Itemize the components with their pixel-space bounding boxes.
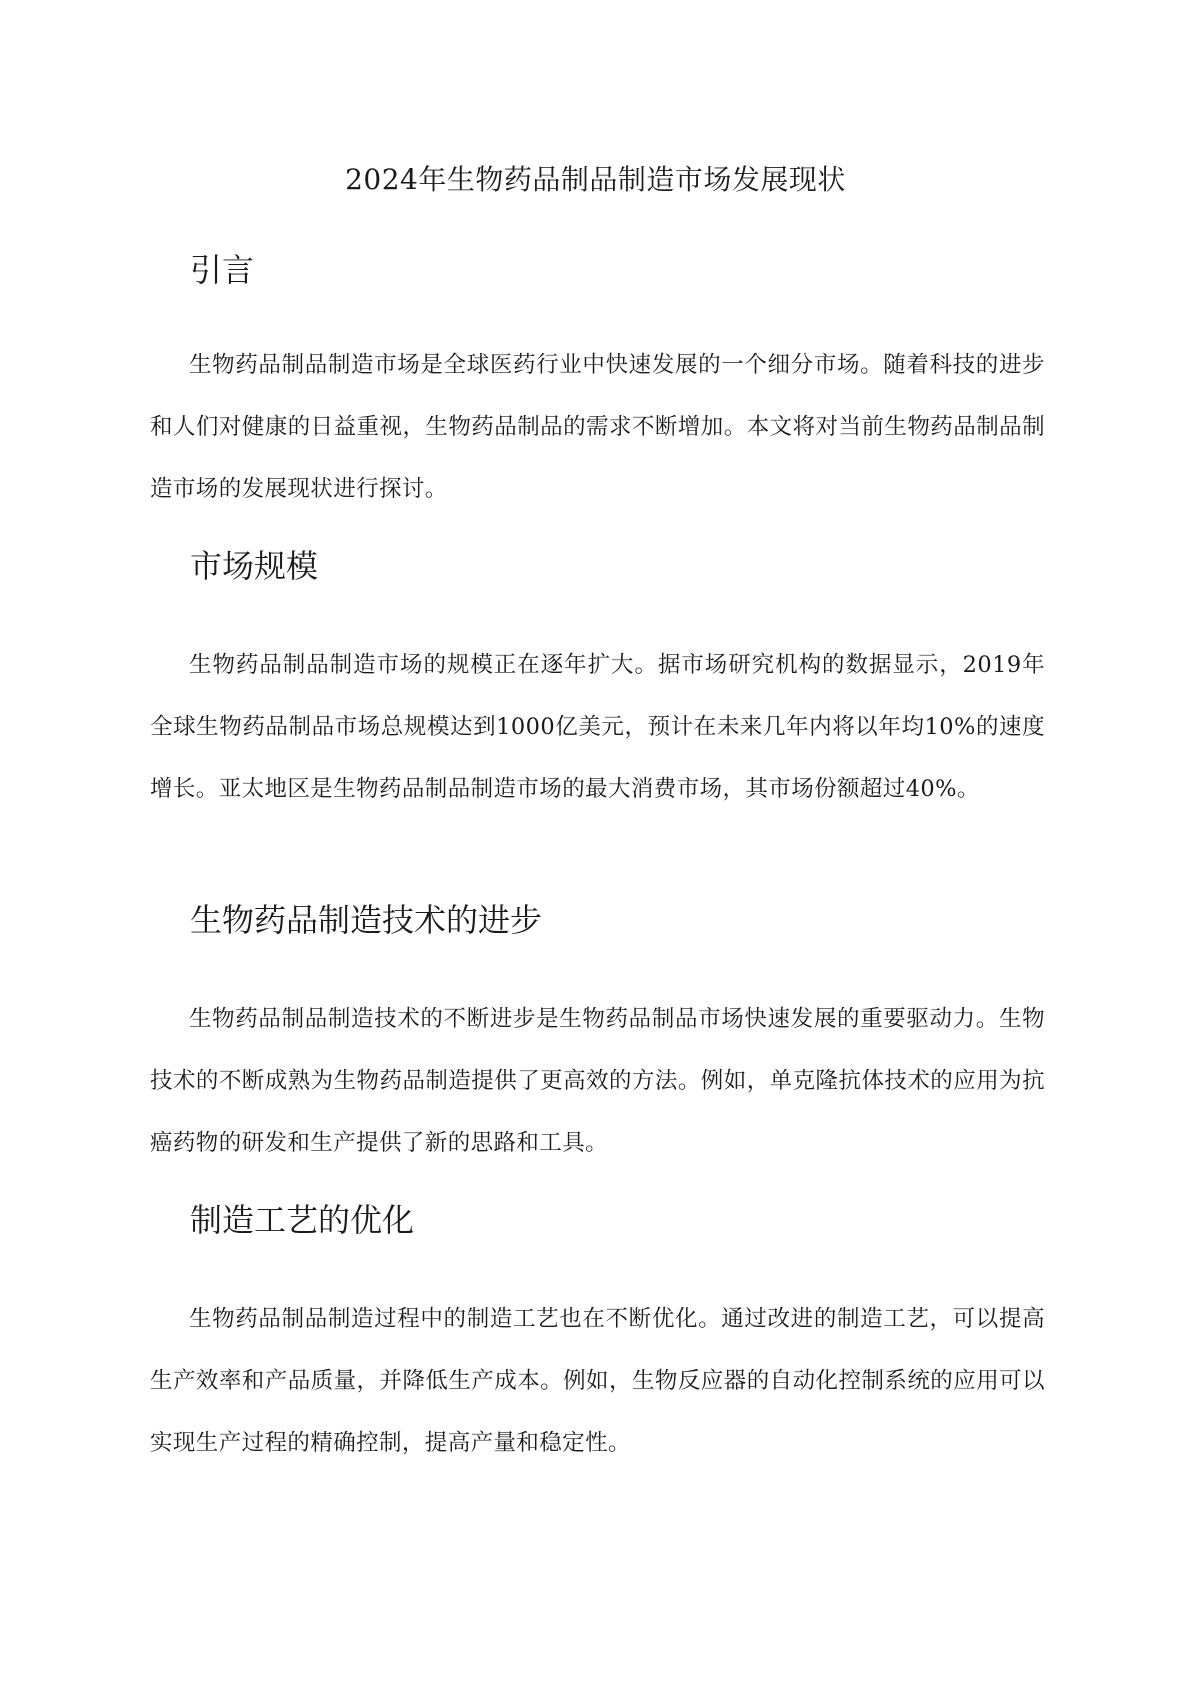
document-title: 2024年生物药品制品制造市场发展现状 bbox=[345, 163, 846, 196]
section-heading-process: 制造工艺的优化 bbox=[190, 1201, 415, 1239]
section-heading-market-size: 市场规模 bbox=[190, 547, 319, 585]
section-heading-technology: 生物药品制造技术的进步 bbox=[190, 901, 543, 939]
section-paragraph-process: 生物药品制品制造过程中的制造工艺也在不断优化。通过改进的制造工艺，可以提高生产效率和产品质量，并降低生产成本。例如，生物反应器的自动化控制系统的应用可以实现生产过程的精确控制，提高产量和稳定性。 bbox=[150, 1306, 1045, 1456]
section-paragraph-technology: 生物药品制品制造技术的不断进步是生物药品制品市场快速发展的重要驱动力。生物技术的不断成熟为生物药品制造提供了更高效的方法。例如，单克隆抗体技术的应用为抗癌药物的研发和生产提供了新的思路和工具。 bbox=[150, 1006, 1045, 1156]
section-paragraph-market-size: 生物药品制品制造市场的规模正在逐年扩大。据市场研究机构的数据显示，2019年全球生物药品制品市场总规模达到1000亿美元，预计在未来几年内将以年均10%的速度增长。亚太地区是生物药品制品制造市场的最大消费市场，其市场份额超过40%。 bbox=[150, 652, 1045, 802]
section-heading-intro: 引言 bbox=[190, 251, 255, 289]
section-paragraph-intro: 生物药品制品制造市场是全球医药行业中快速发展的一个细分市场。随着科技的进步和人们对健康的日益重视，生物药品制品的需求不断增加。本文将对当前生物药品制品制造市场的发展现状进行探讨。 bbox=[150, 352, 1045, 502]
